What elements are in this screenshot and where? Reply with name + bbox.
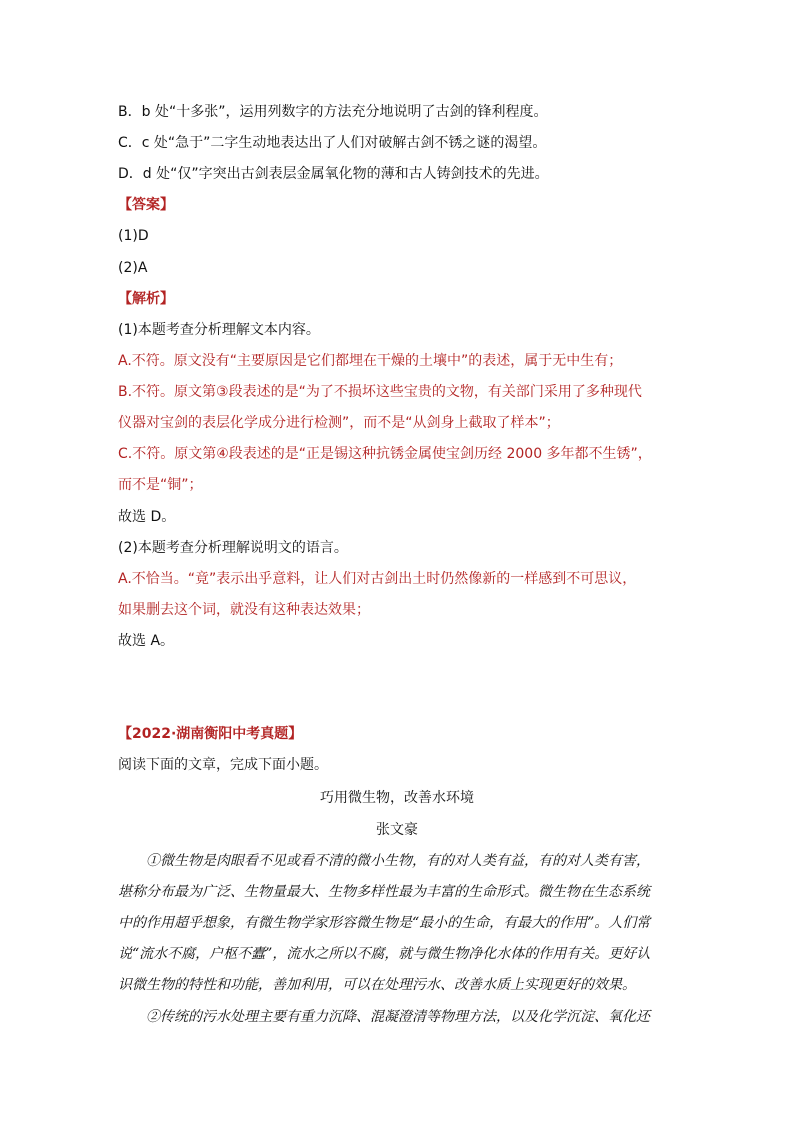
article-author: 张文豪 xyxy=(376,822,418,838)
paragraph-1-line4: 说“流水不腐，户枢不蠹”，流水之所以不腐，就与微生物净化水体的作用有关。更好认 xyxy=(118,946,651,962)
option-b: B．b 处“十多张”，运用列数字的方法充分地说明了古剑的锋利程度。 xyxy=(118,104,548,120)
paragraph-1-line3: 中的作用超乎想象，有微生物学家形容微生物是“最小的生命，有最大的作用”。人们常 xyxy=(118,915,651,931)
answer-heading: 【答案】 xyxy=(118,197,174,213)
reading-instruction: 阅读下面的文章，完成下面小题。 xyxy=(118,757,328,773)
answer-2: (2)A xyxy=(118,260,148,276)
analysis-q1-choice: 故选 D。 xyxy=(118,509,176,525)
analysis-q1-option-c-line1: C.不符。原文第④段表述的是“正是锡这种抗锈金属使宝剑历经 2000 多年都不生锈”， xyxy=(118,446,652,462)
analysis-q2-intro: (2)本题考查分析理解说明文的语言。 xyxy=(118,540,348,556)
option-d: D．d 处“仅”字突出古剑表层金属氧化物的薄和古人铸剑技术的先进。 xyxy=(118,166,549,182)
answer-1: (1)D xyxy=(118,228,149,244)
analysis-q2-choice: 故选 A。 xyxy=(118,633,175,649)
paragraph-1-line2: 堪称分布最为广泛、生物量最大、生物多样性最为丰富的生命形式。微生物在生态系统 xyxy=(118,884,650,900)
analysis-q1-option-a: A.不符。原文没有“主要原因是它们都埋在干燥的土壤中”的表述，属于无中生有； xyxy=(118,353,623,369)
analysis-heading: 【解析】 xyxy=(118,291,174,307)
analysis-q1-option-b-line1: B.不符。原文第③段表述的是“为了不损坏这些宝贵的文物，有关部门采用了多种现代 xyxy=(118,384,642,400)
analysis-q1-option-c-line2: 而不是“铜”； xyxy=(118,477,203,493)
exam-source-heading: 【2022·湖南衡阳中考真题】 xyxy=(118,726,303,742)
option-c: C．c 处“急于”二字生动地表达出了人们对破解古剑不锈之谜的渴望。 xyxy=(118,135,547,151)
analysis-q2-option-a-line1: A.不恰当。“竟”表示出乎意料，让人们对古剑出土时仍然像新的一样感到不可思议， xyxy=(118,571,637,587)
paragraph-1-line5: 识微生物的特性和功能，善加利用，可以在处理污水、改善水质上实现更好的效果。 xyxy=(118,977,636,993)
paragraph-1-line1: ①微生物是肉眼看不见或看不清的微小生物，有的对人类有益，有的对人类有害， xyxy=(146,853,650,869)
paragraph-2-line1: ②传统的污水处理主要有重力沉降、混凝澄清等物理方法，以及化学沉淀、氧化还 xyxy=(146,1009,650,1025)
analysis-q1-intro: (1)本题考查分析理解文本内容。 xyxy=(118,322,320,338)
analysis-q1-option-b-line2: 仪器对宝剑的表层化学成分进行检测”，而不是“从剑身上截取了样本”； xyxy=(118,415,560,431)
analysis-q2-option-a-line2: 如果删去这个词，就没有这种表达效果； xyxy=(118,602,370,618)
article-title: 巧用微生物，改善水环境 xyxy=(320,790,474,806)
